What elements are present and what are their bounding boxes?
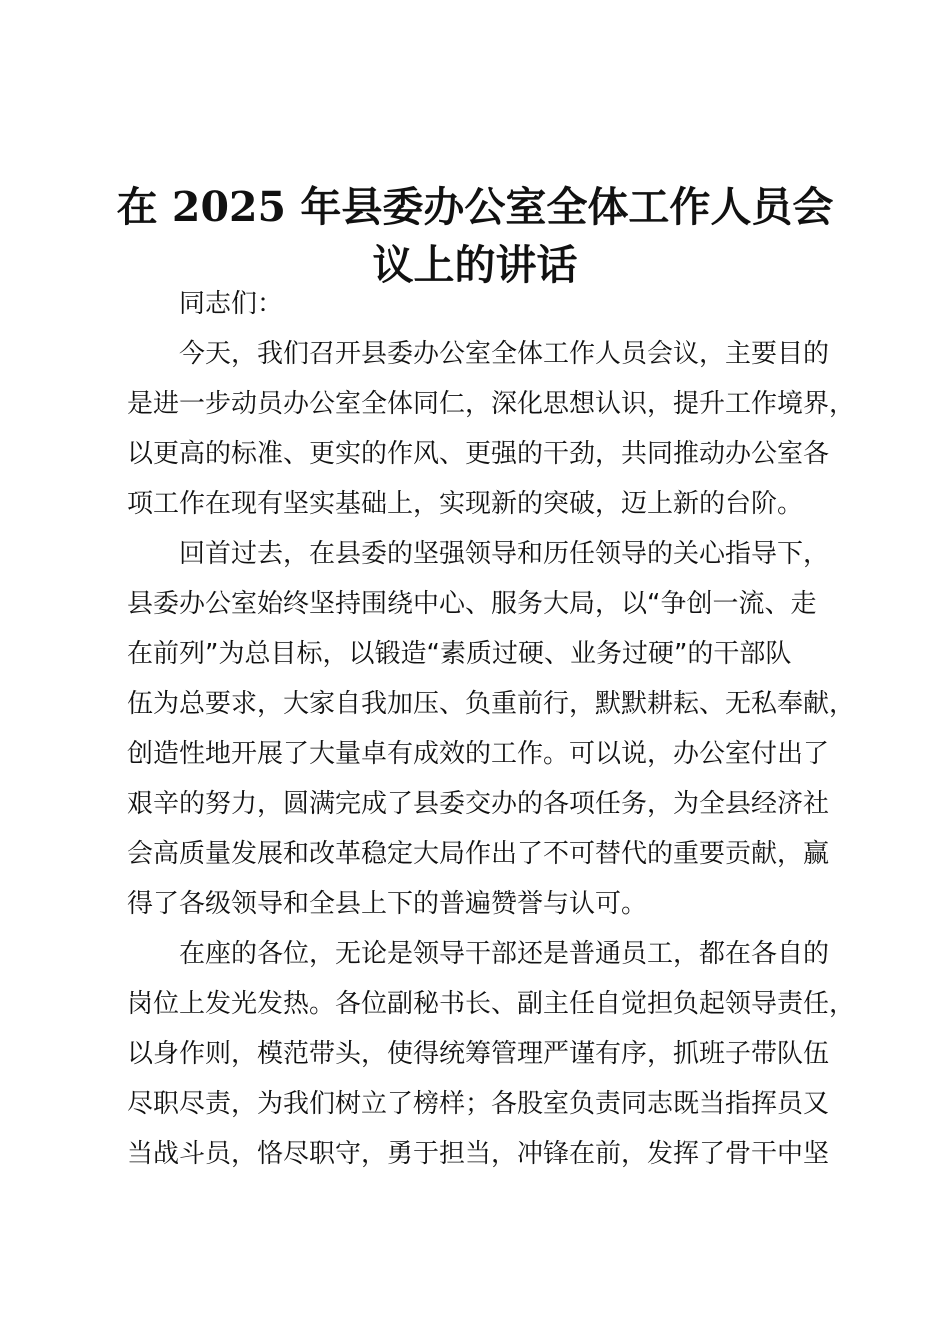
paragraph-1	[127, 329, 856, 529]
paragraph-line: 在座的各位，无论是领导干部还是普通员工，都在各自的	[179, 939, 830, 969]
document-body	[127, 279, 856, 1179]
paragraph-line: 艰辛的努力，圆满完成了县委交办的各项任务，为全县经济社	[127, 789, 830, 819]
paragraph-3	[127, 929, 856, 1179]
document-title	[100, 178, 850, 294]
paragraph-line: 伍为总要求，大家自我加压、负重前行，默默耕耘、无私奉献，	[127, 689, 856, 719]
paragraph-line: 得了各级领导和全县上下的普遍赞誉与认可。	[127, 889, 648, 919]
paragraph-line: 县委办公室始终坚持围绕中心、服务大局，以“争创一流、走	[127, 589, 817, 619]
paragraph-line: 以身作则，模范带头，使得统筹管理严谨有序，抓班子带队伍	[127, 1039, 830, 1069]
salutation: 同志们：	[179, 289, 284, 319]
paragraph-line: 今天，我们召开县委办公室全体工作人员会议，主要目的	[179, 339, 830, 369]
paragraph-line: 在前列”为总目标，以锻造“素质过硬、业务过硬”的干部队	[127, 639, 792, 669]
paragraph-line: 创造性地开展了大量卓有成效的工作。可以说，办公室付出了	[127, 739, 830, 769]
paragraph-line: 当战斗员，恪尽职守，勇于担当，冲锋在前，发挥了骨干中坚	[127, 1139, 830, 1169]
paragraph-line: 项工作在现有坚实基础上，实现新的突破，迈上新的台阶。	[127, 489, 804, 519]
paragraph-line: 以更高的标准、更实的作风、更强的干劲，共同推动办公室各	[127, 439, 830, 469]
title-line-2: 议上的讲话	[372, 241, 578, 289]
title-line-1: 在 2025 年县委办公室全体工作人员会	[116, 183, 834, 231]
paragraph-line: 岗位上发光发热。各位副秘书长、副主任自觉担负起领导责任，	[127, 989, 856, 1019]
paragraph-2	[127, 529, 856, 929]
paragraph-line: 会高质量发展和改革稳定大局作出了不可替代的重要贡献，赢	[127, 839, 830, 869]
paragraph-line: 回首过去，在县委的坚强领导和历任领导的关心指导下，	[179, 539, 830, 569]
paragraph-line: 是进一步动员办公室全体同仁，深化思想认识，提升工作境界，	[127, 389, 856, 419]
paragraph-line: 尽职尽责，为我们树立了榜样；各股室负责同志既当指挥员又	[127, 1089, 830, 1119]
